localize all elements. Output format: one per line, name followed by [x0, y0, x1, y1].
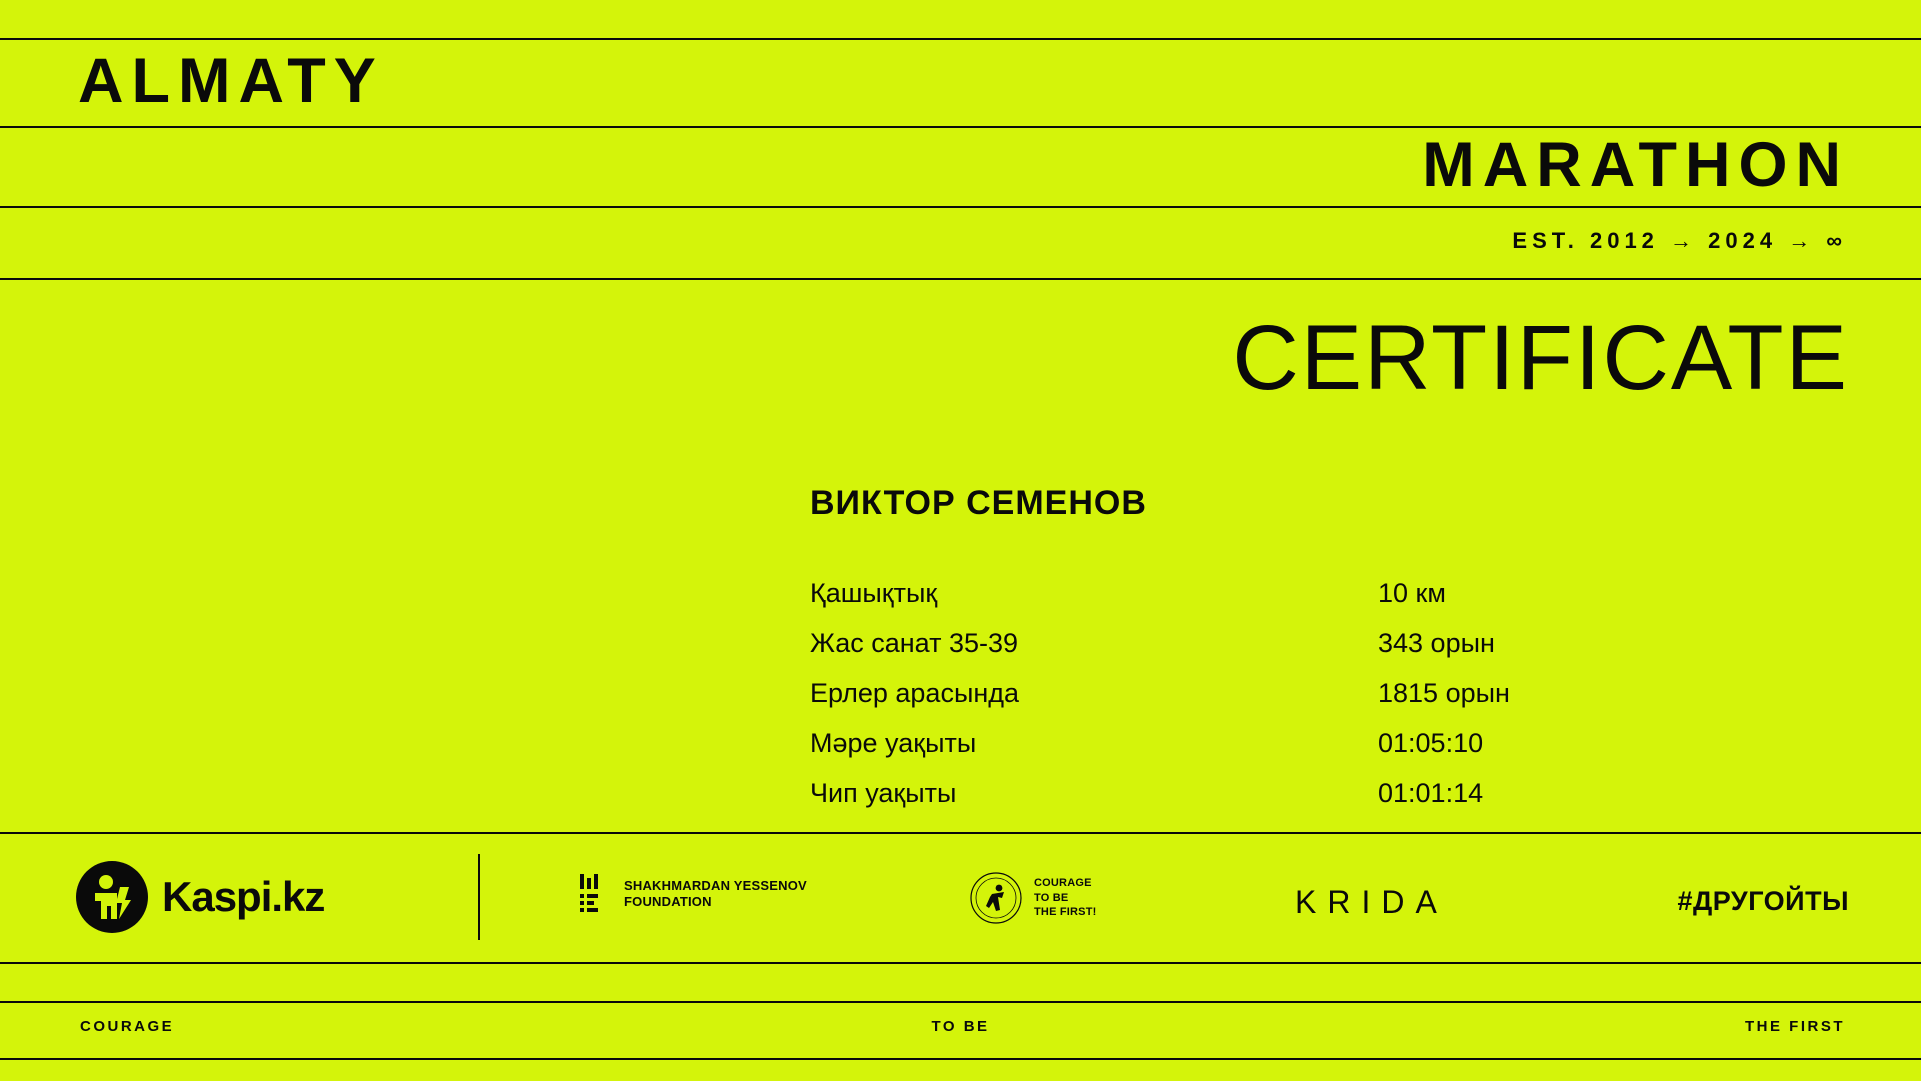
table-row — [810, 778, 1710, 828]
sponsor-kaspi-label: Kaspi.kz — [162, 873, 325, 920]
sponsor-divider — [478, 854, 480, 940]
results-table — [810, 578, 1710, 828]
sponsor-yessenov — [578, 874, 807, 914]
result-value: 343 орын — [1378, 628, 1495, 658]
corporate-fund-line3: THE FIRST! — [1034, 906, 1097, 919]
corporate-fund-line2: TO BE — [1034, 891, 1069, 904]
page-title: CERTIFICATE — [1232, 307, 1849, 409]
sponsor-kaspi — [76, 861, 324, 933]
divider-line — [0, 278, 1921, 280]
result-label: Чип уақыты — [810, 778, 957, 808]
result-label: Қашықтық — [810, 578, 938, 608]
divider-line — [0, 126, 1921, 128]
divider-line — [0, 38, 1921, 40]
sponsor-corporate-fund — [968, 870, 1097, 926]
result-label: Ерлер арасында — [810, 678, 1020, 708]
result-value: 01:01:14 — [1378, 778, 1484, 808]
result-label: Мәре уақыты — [810, 728, 977, 758]
brand-marathon: MARATHON — [1422, 130, 1849, 200]
sponsor-yessenov-line2: FOUNDATION — [624, 894, 712, 909]
result-label: Жас санат 35-39 — [810, 628, 1019, 658]
table-row — [810, 628, 1710, 678]
tagline-center: TO BE — [931, 1018, 990, 1035]
yessenov-bars-icon — [578, 874, 612, 914]
sponsor-drugoity-hashtag: #ДРУГОЙТЫ — [1677, 886, 1849, 916]
corporate-fund-line1: COURAGE — [1034, 876, 1092, 889]
divider-line — [0, 206, 1921, 208]
brand-almaty: ALMATY — [78, 46, 384, 116]
sponsor-krida: KRIDA — [1295, 884, 1448, 920]
divider-line — [0, 962, 1921, 964]
tagline-right: THE FIRST — [1745, 1018, 1845, 1035]
sponsor-strip — [0, 832, 1921, 962]
kaspi-logo-icon — [76, 861, 148, 933]
divider-line — [0, 1058, 1921, 1060]
sponsor-corporate-fund-label — [1034, 876, 1097, 921]
footer-tagline — [0, 1018, 1921, 1042]
sponsor-yessenov-line1: SHAKHMARDAN YESSENOV — [624, 877, 807, 893]
table-row — [810, 678, 1710, 728]
runner-name: ВИКТОР СЕМЕНОВ — [810, 484, 1147, 522]
sponsor-yessenov-label — [624, 878, 807, 911]
corporate-fund-runner-icon — [968, 870, 1024, 926]
established-line: EST. 2012 → 2024 → ∞ — [1512, 228, 1847, 253]
tagline-left: COURAGE — [80, 1018, 175, 1035]
divider-line — [0, 1001, 1921, 1003]
table-row — [810, 728, 1710, 778]
result-value: 01:05:10 — [1378, 728, 1484, 758]
result-value: 1815 орын — [1378, 678, 1510, 708]
table-row — [810, 578, 1710, 628]
result-value: 10 км — [1378, 578, 1446, 608]
